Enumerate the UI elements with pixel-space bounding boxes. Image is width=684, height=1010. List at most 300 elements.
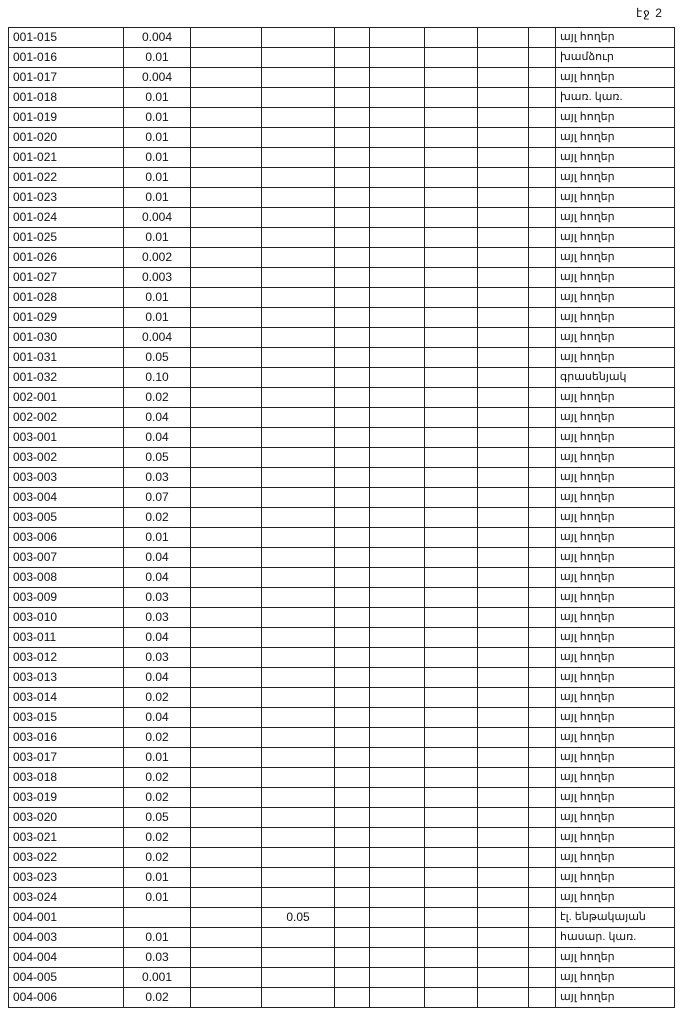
empty-cell [191, 488, 262, 508]
table-row [9, 848, 675, 868]
land-use-cell: այլ հողեր [556, 68, 675, 88]
empty-cell [335, 688, 370, 708]
empty-cell [191, 128, 262, 148]
empty-cell [370, 88, 425, 108]
empty-cell [478, 388, 529, 408]
empty-cell [370, 868, 425, 888]
table-row [9, 968, 675, 988]
empty-cell [335, 308, 370, 328]
empty-cell [191, 728, 262, 748]
area-value-cell: 0.001 [124, 968, 191, 988]
empty-cell [478, 648, 529, 668]
empty-cell [335, 848, 370, 868]
table-row [9, 448, 675, 468]
empty-cell [370, 568, 425, 588]
empty-cell [425, 888, 478, 908]
extra-value-cell [262, 628, 335, 648]
empty-cell [335, 588, 370, 608]
extra-value-cell [262, 228, 335, 248]
land-use-cell: այլ հողեր [556, 568, 675, 588]
empty-cell [191, 348, 262, 368]
empty-cell [529, 968, 556, 988]
area-value-cell: 0.04 [124, 628, 191, 648]
empty-cell [335, 748, 370, 768]
empty-cell [191, 828, 262, 848]
empty-cell [370, 148, 425, 168]
empty-cell [425, 928, 478, 948]
land-use-cell: այլ հողեր [556, 328, 675, 348]
empty-cell [529, 368, 556, 388]
table-row [9, 908, 675, 928]
land-use-cell: այլ հողեր [556, 348, 675, 368]
empty-cell [478, 348, 529, 368]
parcel-code-cell: 001-018 [9, 88, 124, 108]
empty-cell [335, 408, 370, 428]
empty-cell [335, 128, 370, 148]
land-use-cell: այլ հողեր [556, 688, 675, 708]
empty-cell [191, 288, 262, 308]
table-row [9, 328, 675, 348]
area-value-cell: 0.002 [124, 248, 191, 268]
area-value-cell: 0.02 [124, 828, 191, 848]
empty-cell [191, 68, 262, 88]
area-value-cell: 0.004 [124, 28, 191, 48]
empty-cell [191, 908, 262, 928]
empty-cell [191, 448, 262, 468]
extra-value-cell [262, 608, 335, 628]
empty-cell [335, 768, 370, 788]
empty-cell [370, 108, 425, 128]
empty-cell [335, 668, 370, 688]
area-value-cell: 0.03 [124, 468, 191, 488]
empty-cell [370, 528, 425, 548]
empty-cell [529, 608, 556, 628]
table-row [9, 588, 675, 608]
extra-value-cell [262, 448, 335, 468]
empty-cell [529, 468, 556, 488]
empty-cell [529, 268, 556, 288]
area-value-cell: 0.01 [124, 888, 191, 908]
empty-cell [425, 448, 478, 468]
extra-value-cell [262, 288, 335, 308]
empty-cell [335, 68, 370, 88]
extra-value-cell [262, 728, 335, 748]
area-value-cell: 0.05 [124, 808, 191, 828]
empty-cell [370, 708, 425, 728]
empty-cell [370, 68, 425, 88]
empty-cell [478, 848, 529, 868]
extra-value-cell [262, 528, 335, 548]
empty-cell [478, 68, 529, 88]
parcel-code-cell: 001-027 [9, 268, 124, 288]
extra-value-cell [262, 248, 335, 268]
empty-cell [191, 548, 262, 568]
parcel-code-cell: 001-029 [9, 308, 124, 328]
empty-cell [478, 588, 529, 608]
land-use-cell: այլ հողեր [556, 248, 675, 268]
extra-value-cell [262, 328, 335, 348]
extra-value-cell [262, 48, 335, 68]
empty-cell [191, 668, 262, 688]
table-row [9, 628, 675, 648]
extra-value-cell [262, 388, 335, 408]
empty-cell [335, 708, 370, 728]
empty-cell [425, 228, 478, 248]
empty-cell [478, 968, 529, 988]
empty-cell [335, 608, 370, 628]
empty-cell [529, 68, 556, 88]
empty-cell [478, 468, 529, 488]
parcel-code-cell: 003-019 [9, 788, 124, 808]
empty-cell [370, 848, 425, 868]
empty-cell [191, 468, 262, 488]
land-use-cell: այլ հողեր [556, 508, 675, 528]
empty-cell [425, 748, 478, 768]
empty-cell [370, 468, 425, 488]
area-value-cell: 0.01 [124, 148, 191, 168]
parcel-code-cell: 001-026 [9, 248, 124, 268]
parcel-code-cell: 003-020 [9, 808, 124, 828]
empty-cell [478, 208, 529, 228]
empty-cell [478, 708, 529, 728]
empty-cell [425, 328, 478, 348]
empty-cell [478, 188, 529, 208]
parcel-code-cell: 003-016 [9, 728, 124, 748]
area-value-cell: 0.02 [124, 768, 191, 788]
extra-value-cell [262, 148, 335, 168]
parcel-code-cell: 001-032 [9, 368, 124, 388]
empty-cell [370, 48, 425, 68]
empty-cell [478, 288, 529, 308]
area-value-cell: 0.003 [124, 268, 191, 288]
empty-cell [478, 428, 529, 448]
empty-cell [370, 288, 425, 308]
extra-value-cell [262, 468, 335, 488]
empty-cell [335, 448, 370, 468]
land-use-cell: այլ հողեր [556, 28, 675, 48]
parcel-code-cell: 003-013 [9, 668, 124, 688]
empty-cell [335, 368, 370, 388]
empty-cell [529, 408, 556, 428]
empty-cell [529, 148, 556, 168]
parcel-code-cell: 001-020 [9, 128, 124, 148]
table-row [9, 348, 675, 368]
empty-cell [529, 508, 556, 528]
empty-cell [191, 568, 262, 588]
empty-cell [335, 48, 370, 68]
land-use-cell: այլ հողեր [556, 288, 675, 308]
land-use-cell: այլ հողեր [556, 748, 675, 768]
empty-cell [370, 828, 425, 848]
empty-cell [335, 988, 370, 1008]
parcel-code-cell: 003-002 [9, 448, 124, 468]
empty-cell [335, 488, 370, 508]
empty-cell [370, 668, 425, 688]
parcel-code-cell: 003-023 [9, 868, 124, 888]
empty-cell [529, 108, 556, 128]
extra-value-cell [262, 68, 335, 88]
empty-cell [529, 908, 556, 928]
empty-cell [529, 708, 556, 728]
parcel-code-cell: 001-017 [9, 68, 124, 88]
extra-value-cell [262, 888, 335, 908]
table-row [9, 688, 675, 708]
table-row [9, 248, 675, 268]
empty-cell [529, 648, 556, 668]
land-use-cell: այլ հողեր [556, 968, 675, 988]
extra-value-cell [262, 408, 335, 428]
empty-cell [478, 568, 529, 588]
empty-cell [425, 728, 478, 748]
empty-cell [529, 688, 556, 708]
table-row [9, 888, 675, 908]
extra-value-cell [262, 308, 335, 328]
extra-value-cell [262, 588, 335, 608]
empty-cell [425, 548, 478, 568]
empty-cell [478, 828, 529, 848]
land-use-cell: այլ հողեր [556, 828, 675, 848]
parcel-code-cell: 004-004 [9, 948, 124, 968]
table-row [9, 88, 675, 108]
area-value-cell: 0.02 [124, 848, 191, 868]
empty-cell [478, 308, 529, 328]
empty-cell [425, 108, 478, 128]
parcel-code-cell: 003-008 [9, 568, 124, 588]
empty-cell [529, 768, 556, 788]
empty-cell [335, 208, 370, 228]
empty-cell [425, 988, 478, 1008]
parcel-code-cell: 003-021 [9, 828, 124, 848]
table-row [9, 388, 675, 408]
empty-cell [478, 928, 529, 948]
empty-cell [335, 568, 370, 588]
empty-cell [478, 488, 529, 508]
empty-cell [478, 168, 529, 188]
table-row [9, 608, 675, 628]
land-use-cell: այլ հողեր [556, 208, 675, 228]
empty-cell [191, 228, 262, 248]
empty-cell [370, 208, 425, 228]
table-row [9, 428, 675, 448]
parcel-code-cell: 001-028 [9, 288, 124, 308]
land-use-cell: էլ. ենթակայան [556, 908, 675, 928]
area-value-cell: 0.04 [124, 668, 191, 688]
empty-cell [191, 708, 262, 728]
land-use-cell: այլ հողեր [556, 428, 675, 448]
land-use-cell: այլ հողեր [556, 388, 675, 408]
empty-cell [335, 628, 370, 648]
empty-cell [191, 868, 262, 888]
land-register-table [8, 27, 675, 1008]
empty-cell [478, 248, 529, 268]
empty-cell [425, 28, 478, 48]
land-use-cell: այլ հողեր [556, 728, 675, 748]
area-value-cell: 0.01 [124, 168, 191, 188]
area-value-cell: 0.01 [124, 288, 191, 308]
table-row [9, 108, 675, 128]
empty-cell [478, 48, 529, 68]
extra-value-cell [262, 868, 335, 888]
empty-cell [191, 968, 262, 988]
empty-cell [425, 208, 478, 228]
land-use-cell: այլ հողեր [556, 308, 675, 328]
empty-cell [191, 688, 262, 708]
area-value-cell: 0.01 [124, 108, 191, 128]
extra-value-cell [262, 88, 335, 108]
empty-cell [529, 548, 556, 568]
table-row [9, 788, 675, 808]
empty-cell [529, 948, 556, 968]
extra-value-cell [262, 188, 335, 208]
land-use-cell: այլ հողեր [556, 128, 675, 148]
empty-cell [425, 348, 478, 368]
table-row [9, 668, 675, 688]
empty-cell [191, 628, 262, 648]
extra-value-cell [262, 508, 335, 528]
parcel-code-cell: 003-014 [9, 688, 124, 708]
area-value-cell: 0.05 [124, 448, 191, 468]
empty-cell [529, 808, 556, 828]
empty-cell [335, 968, 370, 988]
empty-cell [425, 428, 478, 448]
empty-cell [478, 788, 529, 808]
empty-cell [478, 808, 529, 828]
empty-cell [335, 168, 370, 188]
land-use-cell: այլ հողեր [556, 528, 675, 548]
empty-cell [529, 748, 556, 768]
area-value-cell: 0.01 [124, 48, 191, 68]
parcel-code-cell: 004-006 [9, 988, 124, 1008]
empty-cell [529, 888, 556, 908]
empty-cell [370, 788, 425, 808]
extra-value-cell [262, 828, 335, 848]
empty-cell [370, 448, 425, 468]
empty-cell [335, 348, 370, 368]
empty-cell [191, 848, 262, 868]
empty-cell [478, 548, 529, 568]
table-row [9, 308, 675, 328]
land-use-cell: այլ հողեր [556, 548, 675, 568]
empty-cell [478, 768, 529, 788]
empty-cell [191, 928, 262, 948]
area-value-cell: 0.03 [124, 588, 191, 608]
extra-value-cell [262, 168, 335, 188]
extra-value-cell [262, 428, 335, 448]
empty-cell [425, 688, 478, 708]
empty-cell [529, 568, 556, 588]
empty-cell [335, 808, 370, 828]
empty-cell [370, 908, 425, 928]
empty-cell [335, 728, 370, 748]
empty-cell [370, 428, 425, 448]
empty-cell [191, 188, 262, 208]
empty-cell [425, 508, 478, 528]
land-use-cell: այլ հողեր [556, 108, 675, 128]
empty-cell [370, 628, 425, 648]
empty-cell [478, 448, 529, 468]
empty-cell [335, 228, 370, 248]
empty-cell [191, 808, 262, 828]
empty-cell [191, 268, 262, 288]
empty-cell [425, 568, 478, 588]
empty-cell [478, 628, 529, 648]
empty-cell [370, 328, 425, 348]
area-value-cell: 0.01 [124, 128, 191, 148]
table-row [9, 48, 675, 68]
table-row [9, 528, 675, 548]
empty-cell [425, 668, 478, 688]
empty-cell [478, 148, 529, 168]
empty-cell [370, 368, 425, 388]
empty-cell [425, 788, 478, 808]
empty-cell [529, 248, 556, 268]
table-row [9, 188, 675, 208]
empty-cell [335, 248, 370, 268]
empty-cell [335, 328, 370, 348]
extra-value-cell [262, 568, 335, 588]
empty-cell [425, 608, 478, 628]
empty-cell [425, 128, 478, 148]
empty-cell [335, 188, 370, 208]
land-use-cell: այլ հողեր [556, 628, 675, 648]
empty-cell [191, 588, 262, 608]
empty-cell [370, 768, 425, 788]
empty-cell [425, 868, 478, 888]
parcel-code-cell: 001-023 [9, 188, 124, 208]
land-use-cell: հասար. կառ. [556, 928, 675, 948]
empty-cell [425, 288, 478, 308]
area-value-cell: 0.04 [124, 428, 191, 448]
parcel-code-cell: 001-015 [9, 28, 124, 48]
area-value-cell: 0.02 [124, 788, 191, 808]
empty-cell [370, 648, 425, 668]
table-row [9, 208, 675, 228]
empty-cell [478, 108, 529, 128]
extra-value-cell [262, 268, 335, 288]
empty-cell [370, 728, 425, 748]
empty-cell [425, 408, 478, 428]
empty-cell [370, 928, 425, 948]
parcel-code-cell: 003-005 [9, 508, 124, 528]
empty-cell [478, 988, 529, 1008]
extra-value-cell [262, 348, 335, 368]
empty-cell [191, 748, 262, 768]
parcel-code-cell: 003-010 [9, 608, 124, 628]
empty-cell [529, 528, 556, 548]
table-row [9, 768, 675, 788]
empty-cell [191, 768, 262, 788]
extra-value-cell [262, 988, 335, 1008]
table-row [9, 228, 675, 248]
table-row [9, 728, 675, 748]
empty-cell [529, 848, 556, 868]
empty-cell [335, 948, 370, 968]
table-row [9, 988, 675, 1008]
table-row [9, 828, 675, 848]
table-row [9, 288, 675, 308]
empty-cell [529, 988, 556, 1008]
empty-cell [370, 388, 425, 408]
empty-cell [478, 328, 529, 348]
empty-cell [191, 948, 262, 968]
table-row [9, 568, 675, 588]
empty-cell [529, 668, 556, 688]
empty-cell [191, 148, 262, 168]
area-value-cell: 0.04 [124, 568, 191, 588]
land-use-cell: այլ հողեր [556, 608, 675, 628]
parcel-code-cell: 001-016 [9, 48, 124, 68]
empty-cell [425, 628, 478, 648]
